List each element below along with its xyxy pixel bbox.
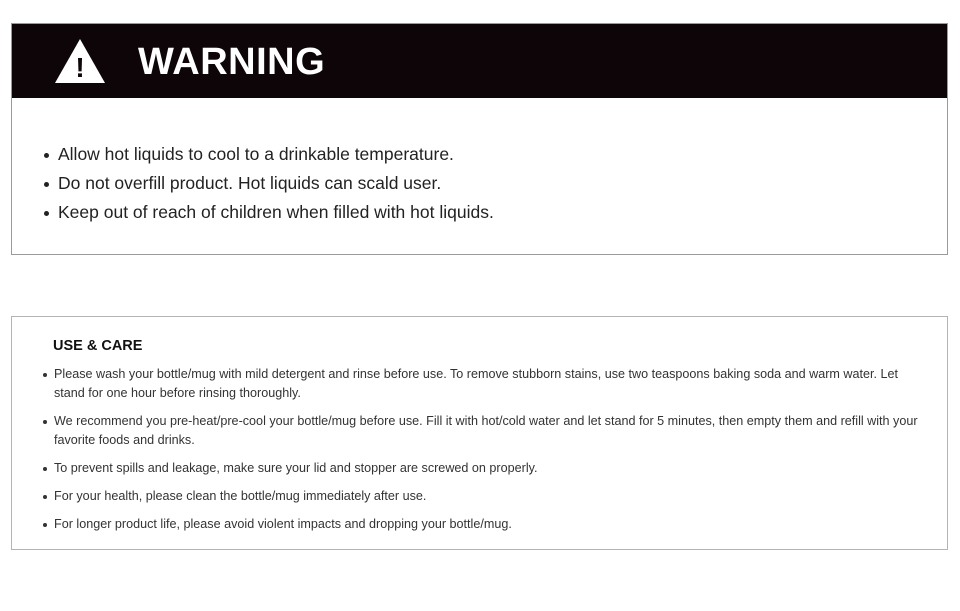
use-care-panel [11, 316, 948, 550]
use-care-list [42, 365, 922, 543]
warning-list [43, 140, 494, 227]
care-item: To prevent spills and leakage, make sure your lid and stopper are screwed on properly. [42, 459, 922, 478]
warning-item: Keep out of reach of children when filled with hot liquids. [43, 198, 494, 227]
care-item: We recommend you pre-heat/pre-cool your bottle/mug before use. Fill it with hot/cold water and let stand for 5 minutes, then empty them and refill with your favorite foods and drinks. [42, 412, 922, 450]
warning-item: Allow hot liquids to cool to a drinkable temperature. [43, 140, 494, 169]
warning-header [12, 24, 947, 98]
care-item: For your health, please clean the bottle/mug immediately after use. [42, 487, 922, 506]
warning-triangle-icon [54, 38, 106, 84]
warning-icon-glyph: ! [75, 52, 85, 83]
care-item: For longer product life, please avoid violent impacts and dropping your bottle/mug. [42, 515, 922, 534]
care-item: Please wash your bottle/mug with mild detergent and rinse before use. To remove stubborn stains, use two teaspoons baking soda and warm water. Let stand for one hour before rinsing thoroughly. [42, 365, 922, 403]
warning-title: WARNING [138, 41, 326, 83]
warning-panel [11, 23, 948, 255]
use-care-title: USE & CARE [53, 338, 143, 354]
warning-item: Do not overfill product. Hot liquids can scald user. [43, 169, 494, 198]
